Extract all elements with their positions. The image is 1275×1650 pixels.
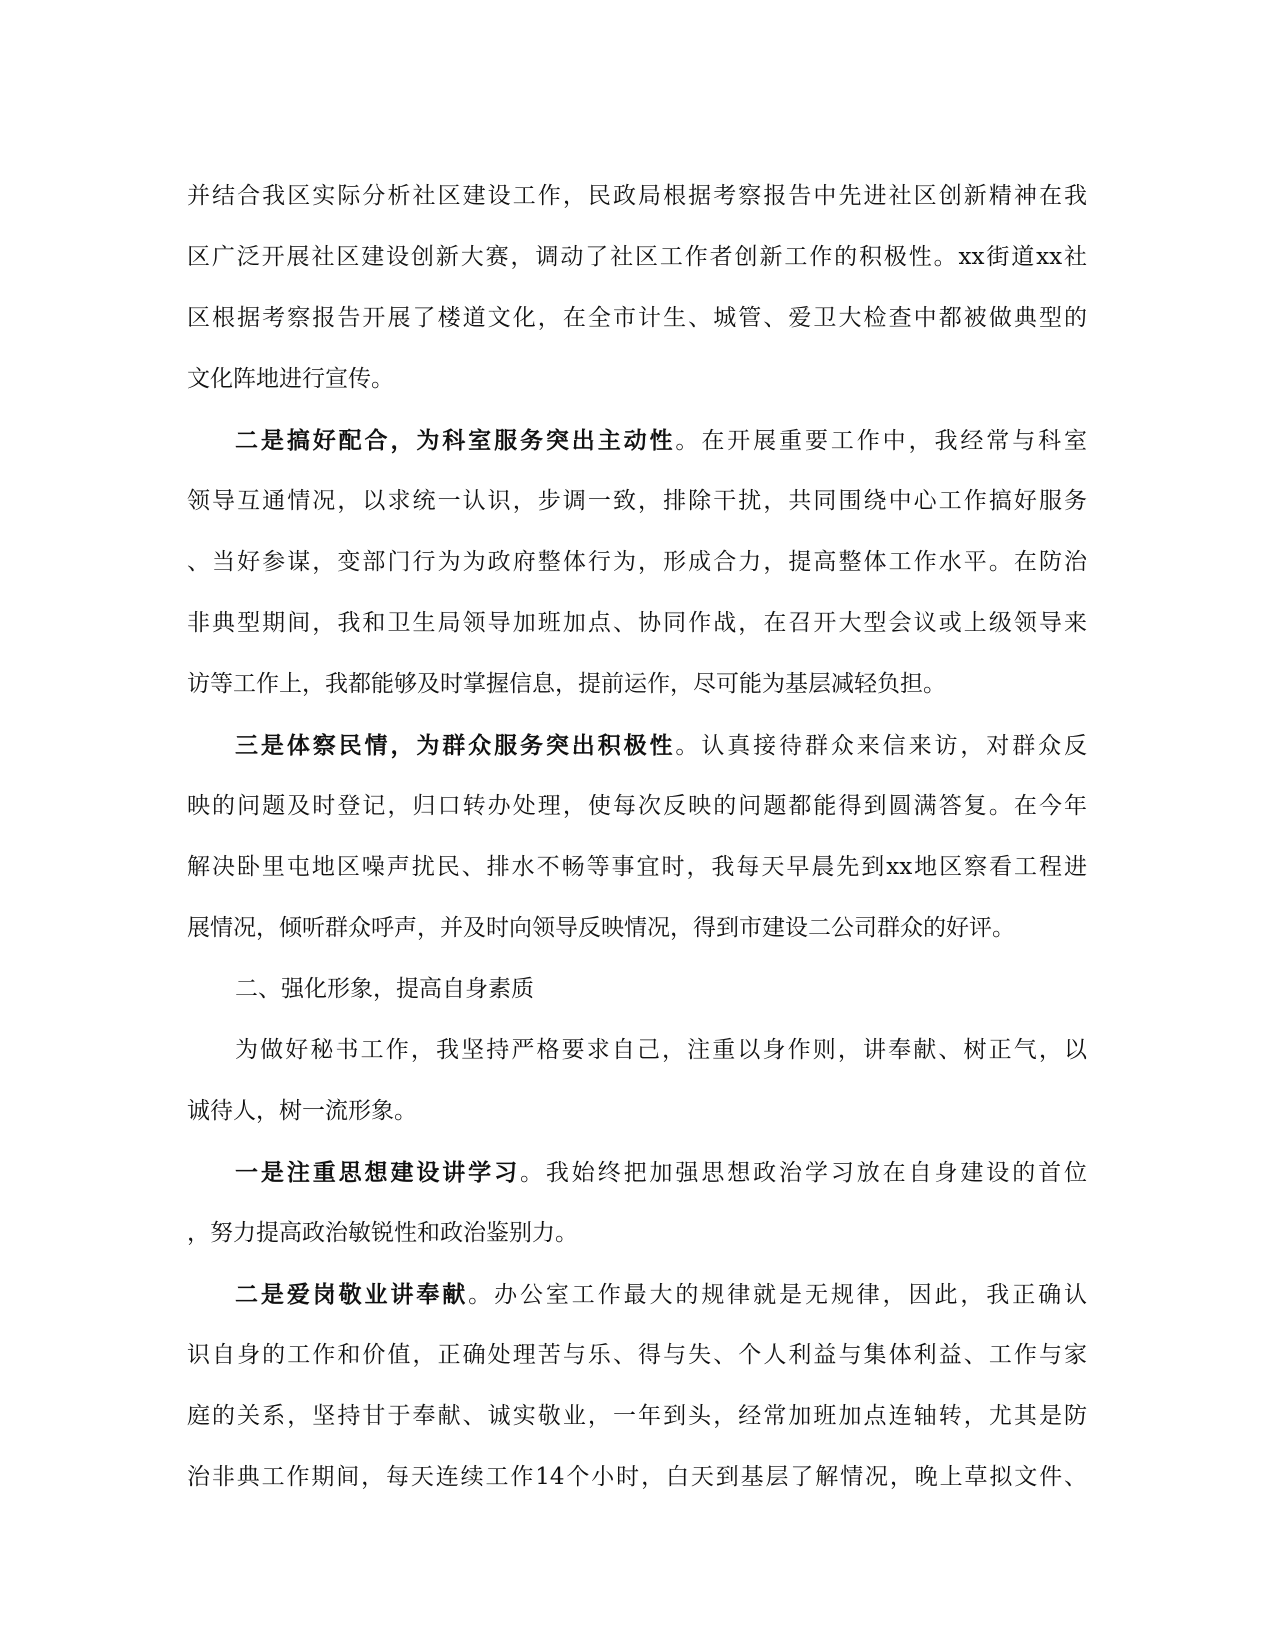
paragraph-heading-line — [187, 715, 1087, 776]
text-line: ，努力提高政治敏锐性和政治鉴别力。 — [187, 1220, 578, 1246]
text-line: 区广泛开展社区建设创新大赛，调动了社区工作者创新工作的积极性。xx街道xx社 — [187, 244, 1087, 270]
lead-rest: 。认真接待群众来信来访，对群众反 — [675, 733, 1087, 759]
text-line: 为做好秘书工作，我坚持严格要求自己，注重以身作则，讲奉献、树正气，以 — [235, 1037, 1087, 1063]
lead-rest: 。办公室工作最大的规律就是无规律，因此，我正确认 — [468, 1282, 1087, 1308]
text-line: 领导互通情况，以求统一认识，步调一致，排除干扰，共同围绕中心工作搞好服务 — [187, 488, 1087, 514]
text-line: 并结合我区实际分析社区建设工作，民政局根据考察报告中先进社区创新精神在我 — [187, 183, 1087, 209]
lead-rest: 。在开展重要工作中，我经常与科室 — [675, 428, 1087, 454]
bold-lead: 一是注重思想建设讲学习 — [235, 1159, 520, 1186]
bold-lead: 三是体察民情，为群众服务突出积极性 — [235, 732, 676, 759]
text-line: 诚待人，树一流形象。 — [187, 1098, 417, 1124]
bold-lead: 二是搞好配合，为科室服务突出主动性 — [235, 427, 676, 454]
text-line: 解决卧里屯地区噪声扰民、排水不畅等事宜时，我每天早晨先到xx地区察看工程进 — [187, 854, 1087, 880]
text-line: 识自身的工作和价值，正确处理苦与乐、得与失、个人利益与集体利益、工作与家 — [187, 1342, 1087, 1368]
document-body — [187, 166, 1087, 1508]
text-line: 访等工作上，我都能够及时掌握信息，提前运作，尽可能为基层减轻负担。 — [187, 671, 946, 697]
text-line: 庭的关系，坚持甘于奉献、诚实敬业，一年到头，经常加班加点连轴转，尤其是防 — [187, 1403, 1087, 1429]
lead-rest: 。我始终把加强思想政治学习放在自身建设的首位 — [519, 1160, 1087, 1186]
text-line: 非典型期间，我和卫生局领导加班加点、协同作战，在召开大型会议或上级领导来 — [187, 610, 1087, 636]
text-line: 、当好参谋，变部门行为为政府整体行为，形成合力，提高整体工作水平。在防治 — [187, 549, 1087, 575]
text-line: 区根据考察报告开展了楼道文化，在全市计生、城管、爱卫大检查中都被做典型的 — [187, 305, 1087, 331]
text-line: 治非典工作期间，每天连续工作14个小时，白天到基层了解情况，晚上草拟文件、 — [187, 1464, 1087, 1490]
text-line: 映的问题及时登记，归口转办处理，使每次反映的问题都能得到圆满答复。在今年 — [187, 793, 1087, 819]
paragraph-heading-line — [187, 410, 1087, 471]
paragraph-heading-line — [187, 1142, 1087, 1203]
section-heading: 二、强化形象，提高自身素质 — [235, 976, 534, 1002]
paragraph-heading-line — [187, 1264, 1087, 1325]
text-line: 展情况，倾听群众呼声，并及时向领导反映情况，得到市建设二公司群众的好评。 — [187, 915, 1015, 941]
text-line: 文化阵地进行宣传。 — [187, 366, 394, 392]
bold-lead: 二是爱岗敬业讲奉献 — [235, 1281, 469, 1308]
